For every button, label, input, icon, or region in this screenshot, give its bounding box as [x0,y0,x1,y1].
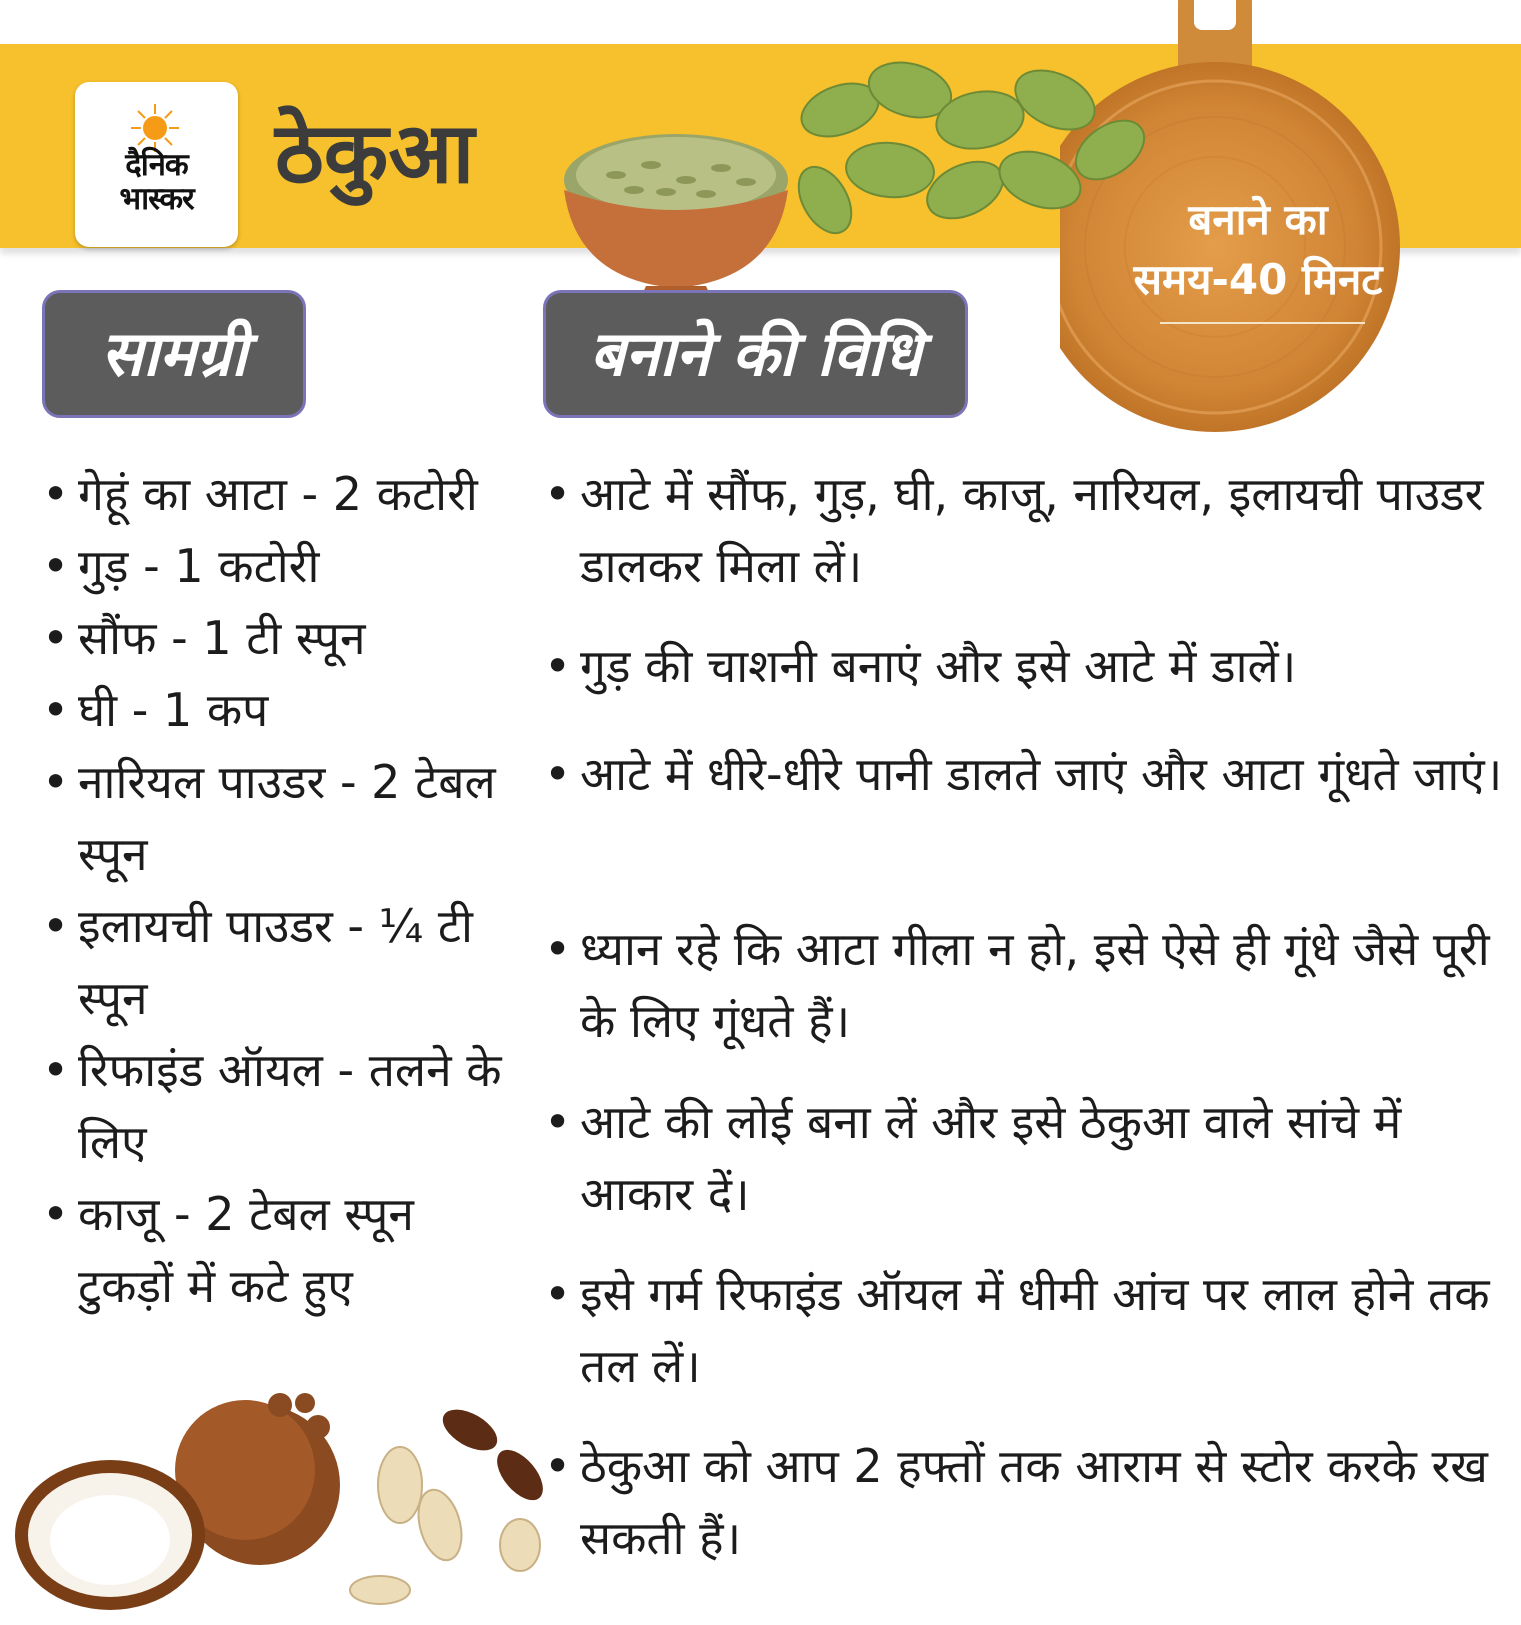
time-badge-line-1: बनाने का [1188,195,1328,244]
ingredients-list [38,458,508,1322]
method-step: • आटे में सौंफ, गुड़, घी, काजू, नारियल, इलायची पाउडर डालकर मिला लें। [540,458,1510,602]
method-step: • इसे गर्म रिफाइंड ऑयल में धीमी आंच पर लाल होने तक तल लें। [540,1258,1510,1402]
ingredient-item: • गेहूं का आटा - 2 कटोरी [38,458,508,530]
method-step: • ठेकुआ को आप 2 हफ्तों तक आराम से स्टोर करके रख सकती हैं। [540,1430,1510,1574]
ingredient-item: • इलायची पाउडर - ¼ टी स्पून [38,890,508,1034]
ingredient-item: • गुड़ - 1 कटोरी [38,530,508,602]
method-step: • आटे में धीरे-धीरे पानी डालते जाएं और आटा गूंधते जाएं। [540,738,1510,810]
brand-line-1: दैनिक [125,147,188,183]
ingredients-heading: सामग्री [42,290,306,418]
time-badge [1108,190,1408,310]
ingredient-item: • नारियल पाउडर - 2 टेबल स्पून [38,746,508,890]
method-heading: बनाने की विधि [543,290,968,418]
time-badge-line-2: समय-40 मिनट [1133,255,1383,304]
method-step: • ध्यान रहे कि आटा गीला न हो, इसे ऐसे ही गूंधे जैसे पूरी के लिए गूंधते हैं। [540,913,1510,1057]
dainik-bhaskar-logo [75,82,238,247]
ingredient-item: • रिफाइंड ऑयल - तलने के लिए [38,1034,508,1178]
ingredient-item: • काजू - 2 टेबल स्पून टुकड़ों में कटे हुए [38,1178,508,1322]
coconut-nuts-image [0,1375,560,1625]
fennel-bowl-image [556,120,796,310]
ingredient-item: • घी - 1 कप [38,674,508,746]
brand-line-2: भास्कर [119,181,194,217]
recipe-title: ठेकुआ [275,104,475,202]
ingredient-item: • सौंफ - 1 टी स्पून [38,602,508,674]
time-underline [1160,322,1365,324]
method-step: • गुड़ की चाशनी बनाएं और इसे आटे में डालें। [540,630,1510,702]
method-step: • आटे की लोई बना लें और इसे ठेकुआ वाले सांचे में आकार दें। [540,1086,1510,1230]
